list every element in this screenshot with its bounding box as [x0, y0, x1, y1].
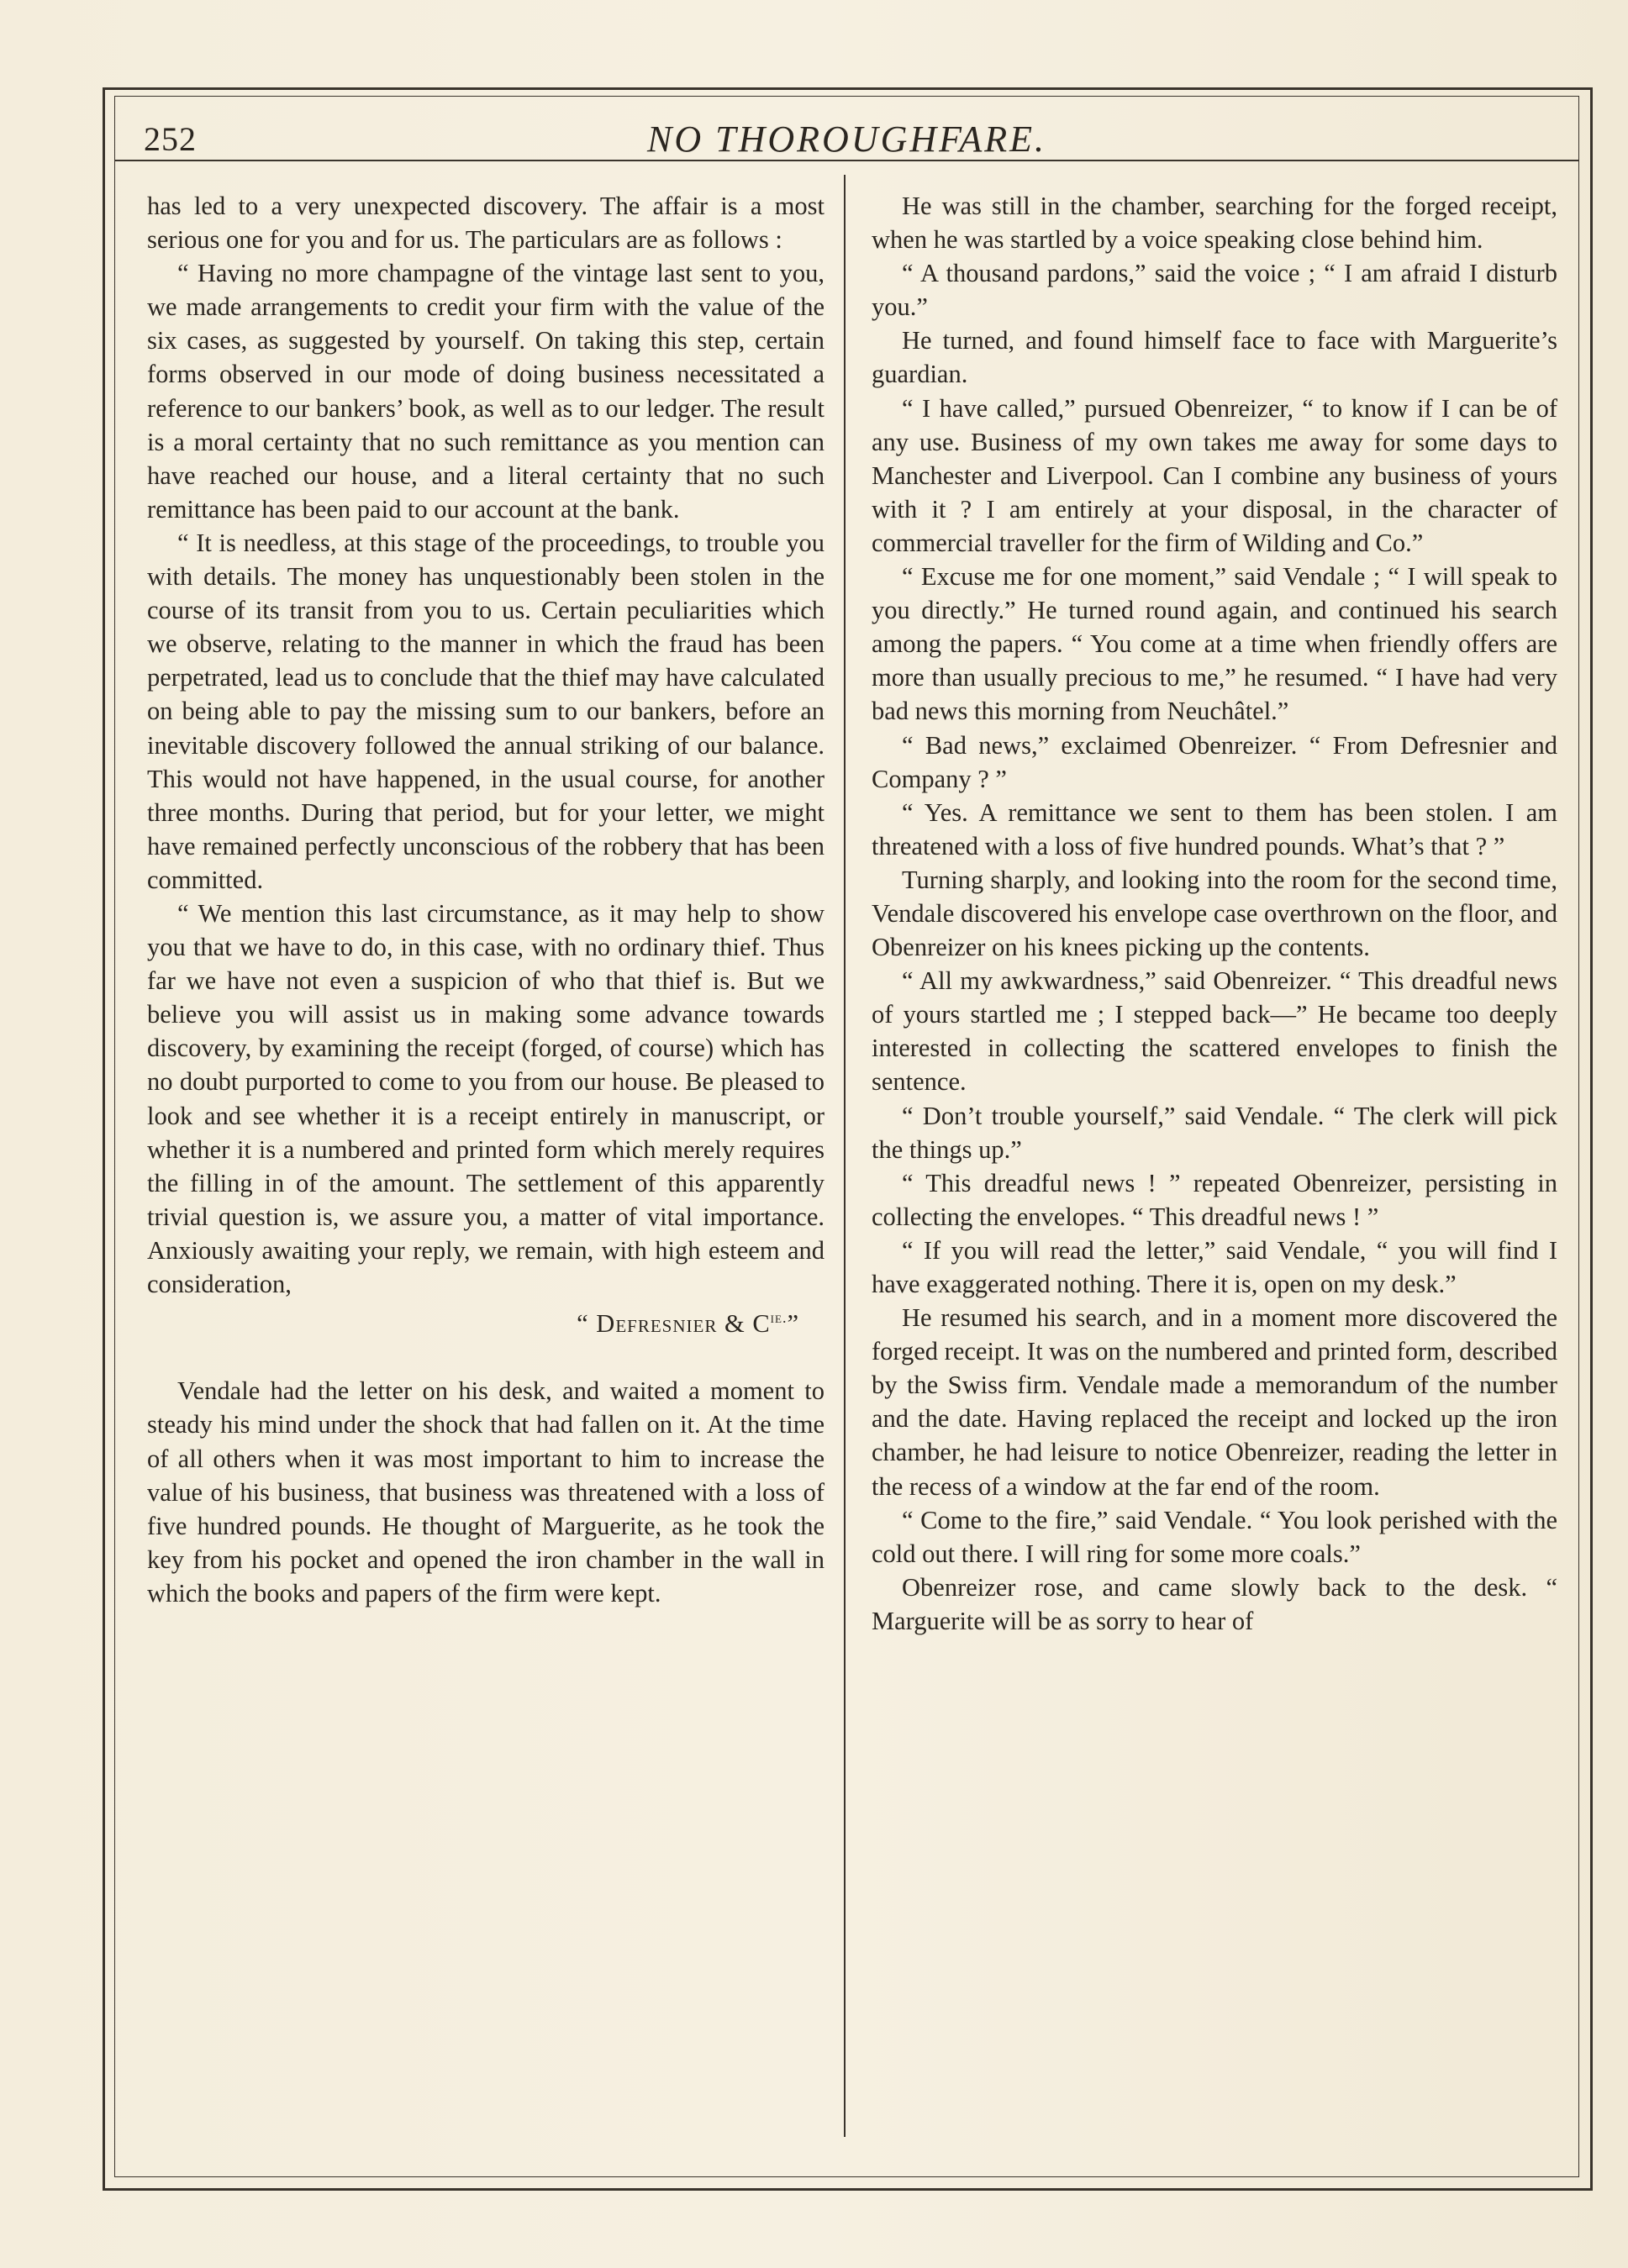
paragraph: He resumed his search, and in a moment more discovered the forged receipt. It was on the numbered and printed form, described by the Swiss firm. Vendale made a memorandum of the number and the date. Having replaced the receipt and locked up the iron chamber, he had leisure to notice Obenreizer, reading the letter in the recess of a window at the far end of the room. [872, 1303, 1557, 1501]
paragraph: “ Don’t trouble yourself,” said Vendale. “ The clerk will pick the things up.” [872, 1101, 1557, 1164]
paragraph: Vendale had the letter on his desk, and waited a moment to steady his mind under the shock that had fallen on it. At the time of all others when it was most important to him to increase the value of his business, that business was threatened with a loss of five hundred pounds. He thought of Marguerite, as he took the key from his pocket and opened the iron chamber in the wall in which the books and papers of the firm were kept. [147, 1376, 825, 1608]
paragraph: “ Yes. A remittance we sent to them has been stolen. I am threatened with a loss of five hundred pounds. What’s that ? ” [872, 797, 1557, 860]
right-column [872, 189, 1557, 1638]
paragraph: has led to a very unexpected discovery. The affair is a most serious one for you and for us. The particulars are as follows : [147, 192, 825, 255]
frame-rule-left-inner [114, 96, 115, 2176]
paragraph: “ It is needless, at this stage of the proceedings, to trouble you with details. The money has unquestionably been stolen in the course of its transit from you to us. Certain peculiarities which we observe, relating to the manner in which the fraud has been perpetrated, lead us to conclude that the thief may have calculated on being able to pay the missing sum to our bankers, before an inevitable discovery followed the annual striking of our balance. This would not have happened, in the usual course, for another three months. During that period, but for your letter, we might have remained perfectly unconscious of the robbery that has been committed. [147, 528, 825, 894]
frame-rule-right-inner [1578, 96, 1579, 2176]
paragraph: He turned, and found himself face to face with Marguerite’s guardian. [872, 326, 1557, 389]
paragraph: “ I have called,” pursued Obenreizer, “ to know if I can be of any use. Business of my own takes me away for some days to Manchester and Liverpool. Can I combine any business of yours with it ? I am entirely at your disposal, in the character of commercial traveller for the firm of Wilding and Co.” [872, 393, 1557, 557]
paragraph: “ If you will read the letter,” said Vendale, “ you will find I have exaggerated nothing. There it is, open on my desk.” [872, 1235, 1557, 1298]
frame-rule-top-outer [103, 87, 1590, 90]
frame-rule-bottom-inner [114, 2176, 1579, 2177]
letter-signature [147, 1301, 825, 1340]
frame-rule-left-outer [103, 87, 105, 2188]
signature-superscript: ie. [770, 1309, 788, 1327]
frame-rule-bottom-outer [103, 2188, 1593, 2191]
left-column [147, 189, 825, 1610]
paragraph: Turning sharply, and looking into the room for the second time, Vendale discovered his envelope case overthrown on the floor, and Obenreizer on his knees picking up the contents. [872, 865, 1557, 962]
page-number: 252 [144, 120, 197, 158]
paragraph: “ Having no more champagne of the vintage last sent to you, we made arrangements to credit your firm with the value of the six cases, as suggested by yourself. On taking this step, certain forms observed in our mode of doing business necessitated a reference to our bankers’ book, as well as to our ledger. The result is a moral certainty that no such remittance as you mention can have reached our house, and a literal certainty that no such remittance has been paid to our account at the bank. [147, 259, 825, 524]
paragraph: “ This dreadful news ! ” repeated Obenreizer, persisting in collecting the envelopes. “ This dreadful news ! ” [872, 1168, 1557, 1231]
frame-rule-right-outer [1590, 87, 1593, 2188]
paragraph: “ A thousand pardons,” said the voice ; “ I am afraid I disturb you.” [872, 259, 1557, 322]
paragraph: “ We mention this last circumstance, as it may help to show you that we have to do, in this case, with no ordinary thief. Thus far we have not even a suspicion of who that thief is. But we believe you will assist us in making some advance towards discovery, by examining the receipt (forged, of course) which has no doubt purported to come to you from our house. Be pleased to look and see whether it is a receipt entirely in manuscript, or whether it is a numbered and printed form which merely requires the filling in of the amount. The settlement of this apparently trivial question is, we assure you, a matter of vital importance. Anxiously awaiting your reply, we remain, with high esteem and consideration, [147, 898, 825, 1298]
signature-text: “ Defresnier & C [577, 1309, 771, 1339]
paragraph: “ Come to the fire,” said Vendale. “ You look perished with the cold out there. I will ring for some more coals.” [872, 1505, 1557, 1568]
paragraph: Obenreizer rose, and came slowly back to the desk. “ Marguerite will be as sorry to hear of [872, 1572, 1557, 1635]
frame-rule-top-inner [114, 96, 1578, 97]
paragraph: “ All my awkwardness,” said Obenreizer. “ This dreadful news of yours startled me ; I stepped back—” He became too deeply interested in collecting the scattered envelopes to finish the sentence. [872, 966, 1557, 1097]
paragraph: “ Bad news,” exclaimed Obenreizer. “ From Defresnier and Company ? ” [872, 730, 1557, 793]
running-title: NO THOROUGHFARE. [647, 118, 1046, 160]
column-divider [844, 175, 846, 2137]
paragraph: “ Excuse me for one moment,” said Vendale ; “ I will speak to you directly.” He turned round again, and continued his search among the papers. “ You come at a time when friendly offers are more than usually precious to me,” he resumed. “ I have had very bad news this morning from Neuchâtel.” [872, 562, 1557, 726]
signature-close-quote: ” [787, 1309, 799, 1339]
paragraph: He was still in the chamber, searching for the forged receipt, when he was startled by a voice speaking close behind him. [872, 192, 1557, 255]
page-header [115, 109, 1578, 160]
